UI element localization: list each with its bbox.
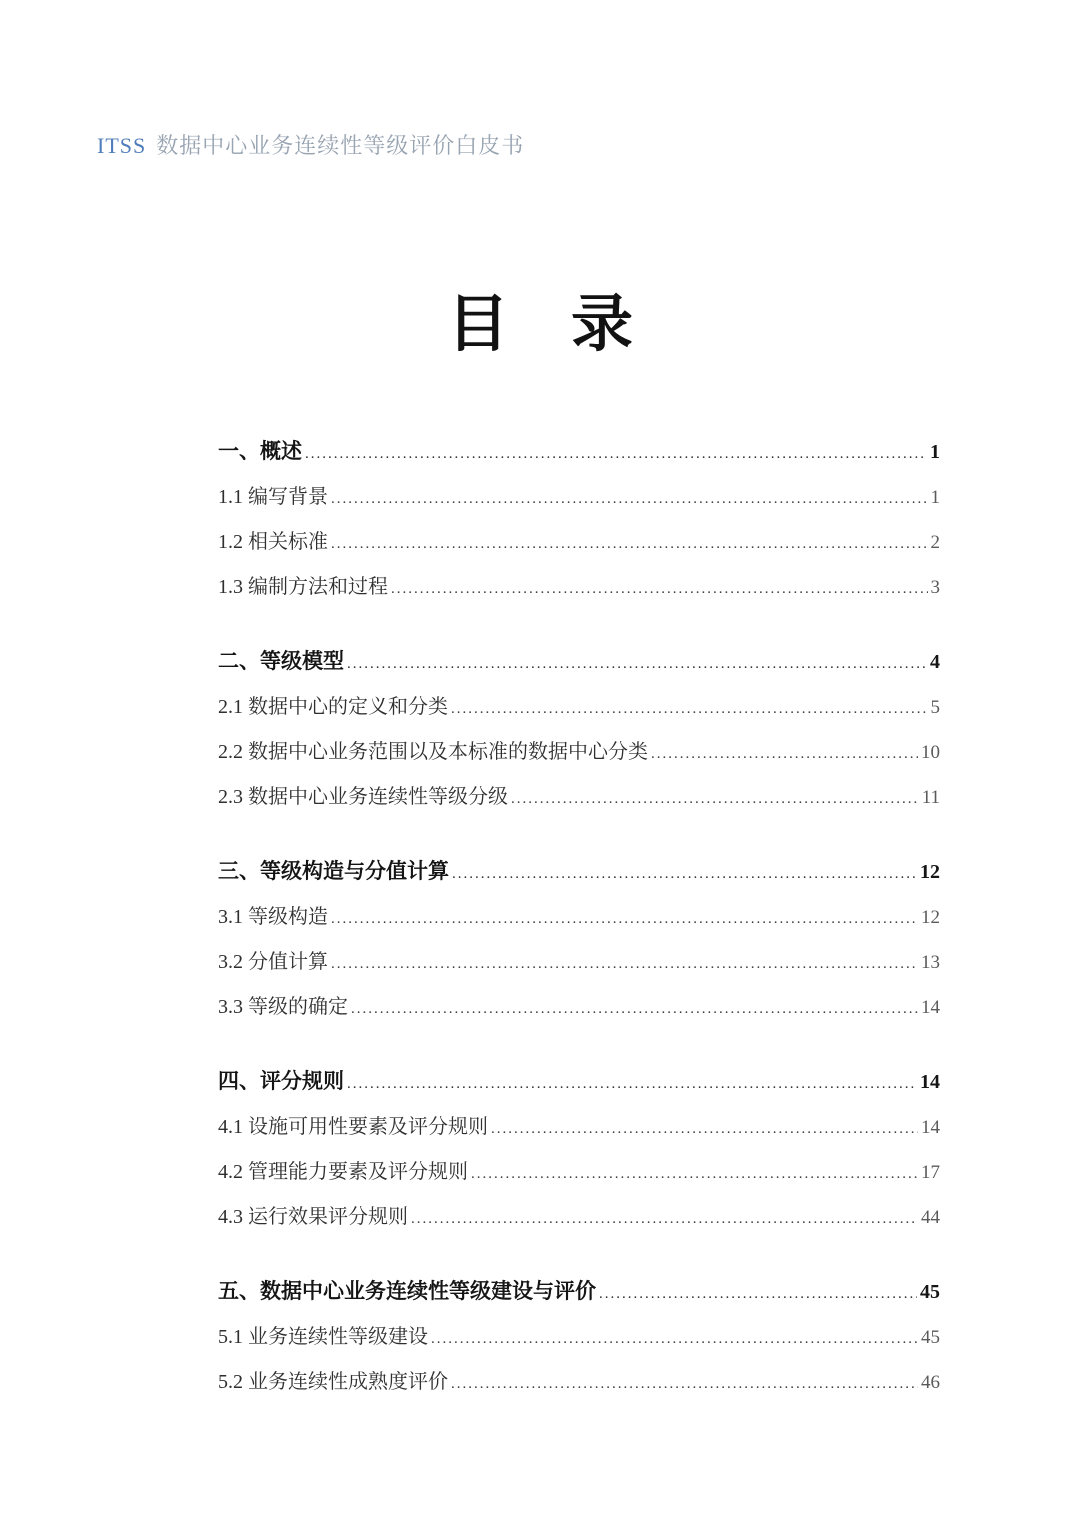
page-header [97,131,524,161]
toc-sub-entry [218,735,940,780]
toc-entry-label: 1.3 编制方法和过程 [218,576,388,598]
header-brand: ITSS [97,133,147,158]
toc-entry-label: 3.2 分值计算 [218,951,328,973]
toc-section [218,1275,940,1410]
dot-leader [331,491,928,508]
dot-leader [351,1001,918,1018]
toc-entry-page-number: 5 [930,697,940,718]
toc-entry-label: 4.2 管理能力要素及评分规则 [218,1161,468,1183]
toc-title: 目 录 [446,291,633,359]
toc-sub-entry [218,1365,940,1410]
toc-entry-label: 三、等级构造与分值计算 [218,859,449,883]
toc-sub-entry [218,1110,940,1155]
dot-leader [347,1076,917,1093]
toc-section-heading [218,435,940,480]
toc-entry-page-number: 14 [921,997,940,1018]
toc-list [218,435,940,1440]
dot-leader [491,1121,918,1138]
toc-entry-label: 2.3 数据中心业务连续性等级分级 [218,786,508,808]
dot-leader [331,536,928,553]
dot-leader [411,1211,918,1228]
toc-entry-label: 4.1 设施可用性要素及评分规则 [218,1116,488,1138]
toc-sub-entry [218,525,940,570]
toc-section [218,855,940,1035]
dot-leader [431,1331,918,1348]
toc-sub-entry [218,990,940,1035]
dot-leader [471,1166,918,1183]
toc-entry-label: 2.2 数据中心业务范围以及本标准的数据中心分类 [218,741,648,763]
header-title: 数据中心业务连续性等级评价白皮书 [156,133,525,158]
dot-leader [451,701,928,718]
toc-section [218,645,940,825]
toc-entry-page-number: 10 [921,742,940,763]
toc-entry-label: 3.1 等级构造 [218,906,328,928]
toc-entry-page-number: 1 [930,441,940,463]
toc-entry-page-number: 45 [920,1281,940,1303]
toc-entry-page-number: 2 [930,532,940,553]
toc-entry-page-number: 11 [921,787,940,808]
toc-entry-label: 1.1 编写背景 [218,486,328,508]
dot-leader [305,446,927,463]
toc-entry-page-number: 13 [921,952,940,973]
toc-sub-entry [218,1200,940,1245]
toc-sub-entry [218,570,940,615]
toc-entry-label: 2.1 数据中心的定义和分类 [218,696,448,718]
toc-entry-label: 5.1 业务连续性等级建设 [218,1326,428,1348]
dot-leader [452,866,917,883]
toc-entry-label: 4.3 运行效果评分规则 [218,1206,408,1228]
dot-leader [451,1376,918,1393]
toc-entry-page-number: 12 [921,907,940,928]
dot-leader [391,581,928,598]
toc-entry-label: 5.2 业务连续性成熟度评价 [218,1371,448,1393]
toc-entry-label: 1.2 相关标准 [218,531,328,553]
toc-section [218,1065,940,1245]
dot-leader [347,656,927,673]
toc-entry-label: 一、概述 [218,439,302,463]
toc-entry-page-number: 46 [921,1372,940,1393]
dot-leader [511,791,919,808]
toc-entry-label: 3.3 等级的确定 [218,996,348,1018]
toc-entry-label: 五、数据中心业务连续性等级建设与评价 [218,1279,596,1303]
toc-sub-entry [218,900,940,945]
toc-sub-entry [218,780,940,825]
dot-leader [651,746,918,763]
toc-section-heading [218,855,940,900]
toc-entry-label: 四、评分规则 [218,1069,344,1093]
toc-entry-label: 二、等级模型 [218,649,344,673]
toc-entry-page-number: 14 [921,1117,940,1138]
toc-section-heading [218,645,940,690]
toc-entry-page-number: 3 [930,577,940,598]
toc-sub-entry [218,480,940,525]
toc-section [218,435,940,615]
dot-leader [331,956,918,973]
toc-section-heading [218,1065,940,1110]
dot-leader [599,1286,917,1303]
toc-entry-page-number: 17 [921,1162,940,1183]
toc-sub-entry [218,690,940,735]
toc-entry-page-number: 4 [930,651,940,673]
toc-entry-page-number: 44 [921,1207,940,1228]
toc-entry-page-number: 12 [920,861,940,883]
dot-leader [331,911,918,928]
toc-sub-entry [218,1155,940,1200]
toc-entry-page-number: 1 [930,487,940,508]
toc-sub-entry [218,945,940,990]
toc-entry-page-number: 45 [921,1327,940,1348]
toc-entry-page-number: 14 [920,1071,940,1093]
toc-sub-entry [218,1320,940,1365]
toc-section-heading [218,1275,940,1320]
